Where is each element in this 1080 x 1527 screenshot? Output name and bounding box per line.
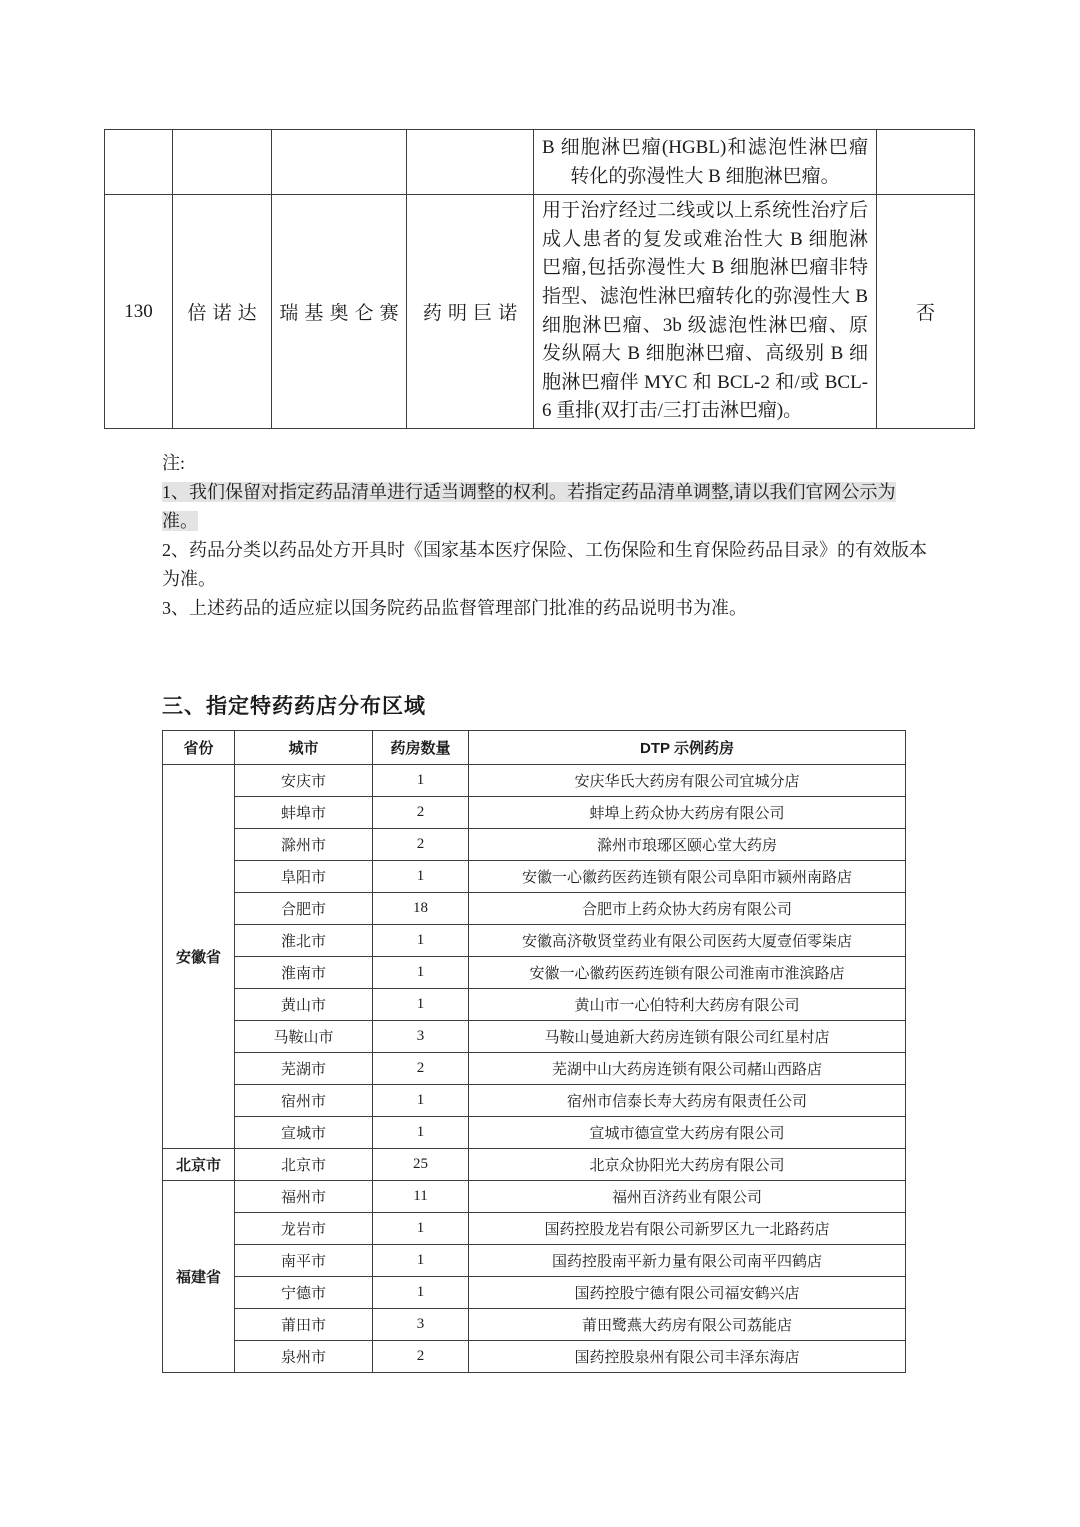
table-row (163, 1309, 906, 1341)
count-cell: 1 (373, 861, 469, 893)
notes-label: 注: (162, 453, 186, 473)
city-cell: 淮北市 (235, 925, 373, 957)
count-cell: 18 (373, 893, 469, 925)
carryover-number-cell (105, 130, 173, 195)
count-cell: 1 (373, 1277, 469, 1309)
city-cell: 蚌埠市 (235, 797, 373, 829)
pharmacy-cell: 宿州市信泰长寿大药房有限责任公司 (469, 1085, 906, 1117)
count-cell: 2 (373, 797, 469, 829)
city-cell: 合肥市 (235, 893, 373, 925)
pharmacy-cell: 宣城市德宣堂大药房有限公司 (469, 1117, 906, 1149)
table-row (163, 765, 906, 797)
pharmacy-cell: 国药控股龙岩有限公司新罗区九一北路药店 (469, 1213, 906, 1245)
pharmacy-cell: 莆田鹭燕大药房有限公司荔能店 (469, 1309, 906, 1341)
city-cell: 阜阳市 (235, 861, 373, 893)
pharmacy-cell: 国药控股宁德有限公司福安鹤兴店 (469, 1277, 906, 1309)
city-cell: 安庆市 (235, 765, 373, 797)
note-item-1 (162, 478, 928, 536)
table-row (163, 989, 906, 1021)
drug-manufacturer: 药明巨诺 (407, 195, 534, 429)
header-count: 药房数量 (373, 731, 469, 765)
section-title: 三、指定特药药店分布区域 (162, 695, 426, 718)
header-province: 省份 (163, 731, 235, 765)
city-cell: 北京市 (235, 1149, 373, 1181)
count-cell: 1 (373, 1085, 469, 1117)
drug-brand-name: 倍诺达 (173, 195, 272, 429)
pharmacy-cell: 安徽一心徽药医药连锁有限公司淮南市淮滨路店 (469, 957, 906, 989)
province-anhui: 安徽省 (163, 765, 235, 1149)
pharmacy-cell: 黄山市一心伯特利大药房有限公司 (469, 989, 906, 1021)
count-cell: 1 (373, 1213, 469, 1245)
count-cell: 1 (373, 989, 469, 1021)
count-cell: 3 (373, 1021, 469, 1053)
count-cell: 1 (373, 925, 469, 957)
table-row (163, 1181, 906, 1213)
header-example: DTP 示例药房 (469, 731, 906, 765)
city-cell: 淮南市 (235, 957, 373, 989)
pharmacy-cell: 国药控股南平新力量有限公司南平四鹤店 (469, 1245, 906, 1277)
city-cell: 泉州市 (235, 1341, 373, 1373)
count-cell: 3 (373, 1309, 469, 1341)
count-cell: 2 (373, 1053, 469, 1085)
pharmacy-cell: 马鞍山曼迪新大药房连锁有限公司红星村店 (469, 1021, 906, 1053)
table-row (163, 925, 906, 957)
carryover-drug-name-cell (173, 130, 272, 195)
table-row (163, 893, 906, 925)
pharmacy-cell: 国药控股泉州有限公司丰泽东海店 (469, 1341, 906, 1373)
count-cell: 1 (373, 765, 469, 797)
province-beijing: 北京市 (163, 1149, 235, 1181)
city-cell: 福州市 (235, 1181, 373, 1213)
carryover-indication-line1: B 细胞淋巴瘤(HGBL)和滤泡性淋巴瘤 (542, 137, 868, 158)
drug-number: 130 (105, 195, 173, 429)
note-item-2: 2、药品分类以药品处方开具时《国家基本医疗保险、工伤保险和生育保险药品目录》的有效版本为准。 (162, 540, 927, 589)
table-row (163, 1277, 906, 1309)
drug-indication-text: 用于治疗经过二线或以上系统性治疗后成人患者的复发或难治性大 B 细胞淋巴瘤,包括弥漫性大 B 细胞淋巴瘤非特指型、滤泡性淋巴瘤转化的弥漫性大 B 细胞淋巴瘤、3b 级滤泡性淋巴瘤、原发纵隔大 B 细胞淋巴瘤、高级别 B 细胞淋巴瘤伴 MYC 和 BCL-2 和/或 BCL-6 重排(双打击/三打击淋巴瘤)。 (542, 200, 868, 422)
pharmacy-cell: 合肥市上药众协大药房有限公司 (469, 893, 906, 925)
carryover-manufacturer-cell (407, 130, 534, 195)
count-cell: 2 (373, 829, 469, 861)
note-item-3: 3、上述药品的适应症以国务院药品监督管理部门批准的药品说明书为准。 (162, 598, 747, 618)
pharmacy-cell: 蚌埠上药众协大药房有限公司 (469, 797, 906, 829)
header-city: 城市 (235, 731, 373, 765)
pharmacy-cell: 北京众协阳光大药房有限公司 (469, 1149, 906, 1181)
note-item-1-highlight: 1、我们保留对指定药品清单进行适当调整的权利。若指定药品清单调整,请以我们官网公示为准。 (162, 482, 896, 531)
carryover-generic-name-cell (272, 130, 407, 195)
table-row (163, 1117, 906, 1149)
pharmacy-cell: 福州百济药业有限公司 (469, 1181, 906, 1213)
notes-section (162, 449, 928, 623)
pharmacy-cell: 滁州市琅琊区颐心堂大药房 (469, 829, 906, 861)
city-cell: 宁德市 (235, 1277, 373, 1309)
count-cell: 1 (373, 1117, 469, 1149)
carryover-catalog-cell (877, 130, 975, 195)
table-row (163, 1245, 906, 1277)
table-row (163, 1085, 906, 1117)
city-cell: 芜湖市 (235, 1053, 373, 1085)
province-fujian: 福建省 (163, 1181, 235, 1373)
table-row (163, 797, 906, 829)
city-cell: 莆田市 (235, 1309, 373, 1341)
drug-table (104, 129, 975, 429)
table-row (163, 1053, 906, 1085)
pharmacy-cell: 安徽高济敬贤堂药业有限公司医药大厦壹佰零柒店 (469, 925, 906, 957)
city-cell: 黄山市 (235, 989, 373, 1021)
pharmacy-table-header-row (163, 731, 906, 765)
count-cell: 1 (373, 1245, 469, 1277)
city-cell: 龙岩市 (235, 1213, 373, 1245)
drug-table-carryover-row (105, 130, 975, 195)
table-row (163, 829, 906, 861)
table-row (163, 1213, 906, 1245)
count-cell: 2 (373, 1341, 469, 1373)
pharmacy-cell: 安庆华氏大药房有限公司宜城分店 (469, 765, 906, 797)
table-row (163, 957, 906, 989)
city-cell: 南平市 (235, 1245, 373, 1277)
table-row (163, 1021, 906, 1053)
carryover-indication-line2: 转化的弥漫性大 B 细胞淋巴瘤。 (570, 166, 840, 187)
city-cell: 宿州市 (235, 1085, 373, 1117)
table-row (163, 1341, 906, 1373)
drug-table-row-130 (105, 195, 975, 429)
drug-generic-name: 瑞基奥仑赛 (272, 195, 407, 429)
pharmacy-table (162, 730, 906, 1373)
city-cell: 滁州市 (235, 829, 373, 861)
table-row (163, 1149, 906, 1181)
count-cell: 25 (373, 1149, 469, 1181)
table-row (163, 861, 906, 893)
pharmacy-cell: 芜湖中山大药房连锁有限公司赭山西路店 (469, 1053, 906, 1085)
count-cell: 1 (373, 957, 469, 989)
pharmacy-cell: 安徽一心徽药医药连锁有限公司阜阳市颍州南路店 (469, 861, 906, 893)
city-cell: 马鞍山市 (235, 1021, 373, 1053)
drug-catalog-flag: 否 (877, 195, 975, 429)
city-cell: 宣城市 (235, 1117, 373, 1149)
drug-indication-cell (534, 195, 877, 429)
count-cell: 11 (373, 1181, 469, 1213)
carryover-indication-cell (534, 130, 877, 195)
